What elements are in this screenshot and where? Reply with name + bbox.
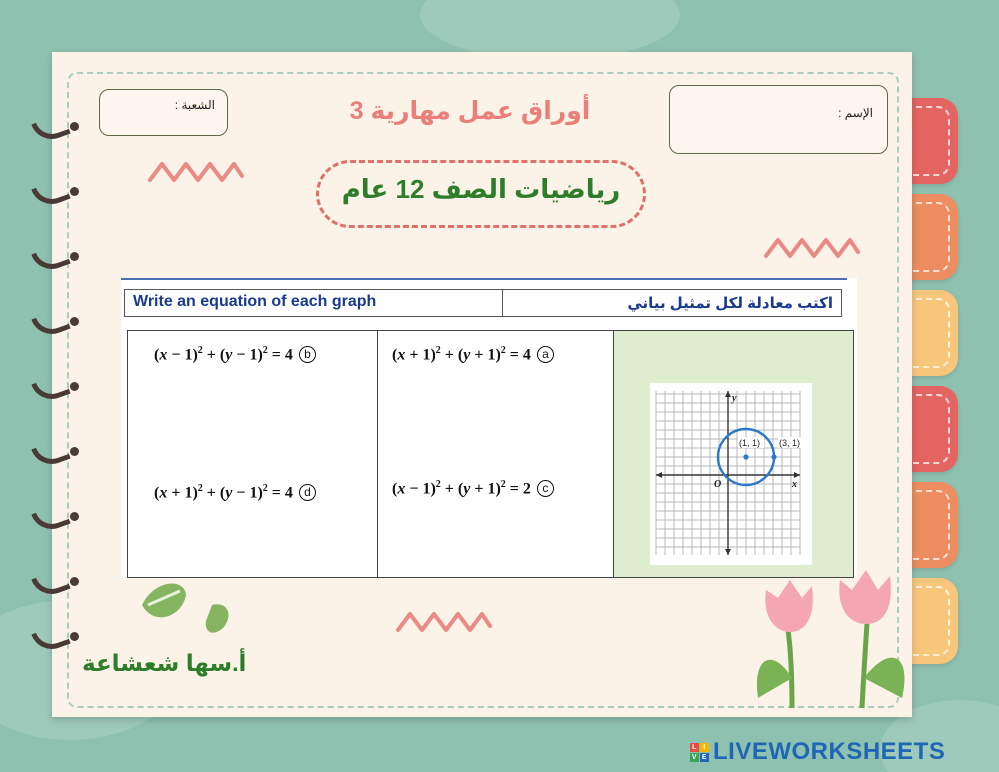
option-d-x-sign: +	[171, 484, 181, 502]
option-d-rhs: 4	[284, 484, 293, 502]
option-b-y-sign: −	[236, 346, 246, 364]
option-b-marker[interactable]: b	[299, 346, 316, 363]
instruction-header	[124, 289, 842, 317]
option-b[interactable]: $(x - 1)^2 + (y - 1)^2 = 4$ b	[154, 345, 316, 364]
center-label: (1, 1)	[739, 438, 761, 448]
option-a-rhs: 4	[522, 346, 531, 364]
y-axis-label: y	[732, 393, 737, 404]
page-title: أوراق عمل مهارية 3	[349, 97, 591, 125]
background-blob	[420, 0, 680, 60]
origin-label: O	[714, 479, 722, 490]
x-axis-label: x	[792, 479, 797, 490]
liveworksheets-brand[interactable]	[690, 738, 945, 766]
option-b-x-sign: −	[171, 346, 181, 364]
point-label: (3, 1)	[779, 438, 801, 448]
leaf-decoration	[134, 575, 244, 655]
page-subtitle: رياضيات الصف 12 عام	[341, 174, 621, 204]
options-column-middle	[378, 331, 614, 577]
option-a-x-sign: +	[409, 346, 419, 364]
circle-edge-point	[771, 454, 776, 459]
circle-center-point	[743, 454, 748, 459]
option-d-marker[interactable]: d	[299, 484, 316, 501]
instruction-english: Write an equation of each graph	[125, 290, 503, 316]
option-a-y-sign: +	[474, 346, 484, 364]
zigzag-decoration	[396, 608, 492, 638]
author-signature: أ.سها شعشاعة	[82, 650, 247, 676]
circle-graph	[650, 383, 812, 565]
option-b-rhs: 4	[284, 346, 293, 364]
zigzag-decoration	[148, 158, 244, 188]
brand-name: LIVEWORKSHEETS	[713, 738, 946, 765]
option-c-y-sign: +	[474, 480, 484, 498]
options-column-left	[128, 331, 378, 577]
section-field[interactable]	[99, 89, 228, 136]
option-d[interactable]: $(x + 1)^2 + (y - 1)^2 = 4$ d	[154, 483, 316, 502]
option-c-marker[interactable]: c	[537, 480, 554, 497]
option-d-y-sign: −	[236, 484, 246, 502]
option-c[interactable]: $(x - 1)^2 + (y + 1)^2 = 2$ c	[392, 479, 554, 498]
answer-table	[127, 330, 854, 578]
tulip-decoration	[752, 558, 912, 708]
graph-column[interactable]	[614, 331, 853, 577]
option-c-rhs: 2	[522, 480, 531, 498]
liveworksheets-logo-icon: L I V E	[691, 743, 708, 761]
name-label: الإسم :	[838, 106, 873, 120]
name-field[interactable]	[669, 85, 888, 154]
option-a[interactable]: $(x + 1)^2 + (y + 1)^2 = 4$ a	[392, 345, 554, 364]
divider	[121, 278, 847, 280]
option-a-marker[interactable]: a	[537, 346, 554, 363]
option-c-x-sign: −	[409, 480, 419, 498]
zigzag-decoration	[764, 234, 860, 264]
section-label: الشعبة :	[174, 98, 215, 112]
instruction-arabic: اكتب معادلة لكل تمثيل بياني	[627, 295, 833, 312]
